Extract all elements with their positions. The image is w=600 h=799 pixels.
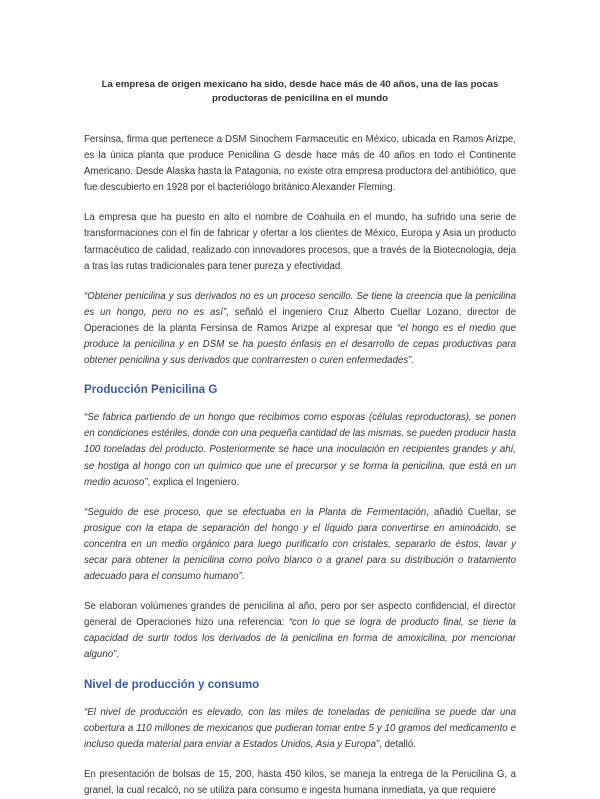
paragraph-8: En presentación de bolsas de 15, 200, hasta 450 kilos, se maneja la entrega de la Penicilina G, a granel, la cual recalcó, no se utiliza para consumo e ingesta humana inmediata, ya que requiere [84, 768, 516, 796]
quote: “con lo que se logra de producto final, se tiene la capacidad de surtir todos los derivados de la penicilina en forma de amoxicilina, por mencionar alguno” [84, 617, 516, 661]
title-line-2: productoras de penicilina en el mundo [212, 93, 388, 104]
quote: “Obtener penicilina y sus derivados no es un proceso sencillo. Se tiene la creencia que la penicilina es un hongo, pero no es así” [84, 290, 516, 318]
paragraph-3 [84, 289, 516, 369]
paragraph-end: . [411, 355, 415, 367]
paragraph-end: . [116, 649, 120, 661]
paragraph-1: Fersinsa, firma que pertenece a DSM Sinochem Farmaceutic en México, ubicada en Ramos Arizpe, es la única planta que produce Penicilina G desde hace más de 40 años en todo el Continente Americano. Desde Alaska hasta la Patagonia, no existe otra empresa productora del antibiótico, que fue descubierto en 1928 por el bacteriólogo británico Alexander Fleming. [84, 134, 516, 194]
paragraph-text: , detalló. [379, 738, 416, 750]
paragraph-5 [84, 505, 516, 585]
paragraph-text: Se elaboran volúmenes grandes de penicilina al año, pero por ser aspecto confidencial, el director general de Operaciones hizo una referencia: [84, 601, 516, 629]
quote: se prosigue con la etapa de separación del hongo y el líquido para convertirse en aminoácido, se concentra en un medio orgánico para luego purificarlo con cristales, separarlo de éstos, lavar y secar para obtener la penicilina como polvo blanco o a granel para su distribución o tratamiento adecuado para el consumo humano” [84, 506, 517, 583]
paragraph-text: , señaló el ingeniero Cruz Alberto Cuellar Lozano, director de Operaciones de la planta Fersinsa de Ramos Arizpe al expresar que [84, 306, 516, 334]
section-heading-nivel: Nivel de producción y consumo [84, 677, 260, 691]
quote: “Se fabrica partiendo de un hongo que recibimos como esporas (células reproductoras), se ponen en condiciones estériles, donde con una pequeña cantidad de las mismas, se pueden producir hasta 100 toneladas del producto. Posteriormente se hace una inoculación en recipientes grandes y ahí, se hostiga al hongo con un químico que une el precursor y se forma la penicilina, que está en un medio acuoso” [84, 412, 516, 488]
title-line-1: La empresa de origen mexicano ha sido, desde hace más de 40 años, una de las pocas [101, 79, 499, 90]
paragraph-6 [84, 599, 516, 663]
section-heading-produccion: Producción Penicilina G [84, 383, 218, 397]
paragraph-text: , explica el Ingeniero. [147, 476, 240, 488]
quote: “el hongo es el medio que produce la penicilina y en DSM se ha puesto énfasis en el desarrollo de cepas productivas para obtener penicilina y sus derivados que contrarresten o curen enfermedades” [84, 322, 516, 367]
page-title [84, 78, 516, 106]
quote: “Seguido de ese proceso, que se efectuaba en la Planta de Fermentación [84, 506, 427, 518]
paragraph-7 [84, 705, 516, 753]
paragraph-text: , añadió Cuellar, [426, 506, 506, 518]
paragraph-end: . [241, 571, 245, 583]
paragraph-2: La empresa que ha puesto en alto el nombre de Coahuila en el mundo, ha sufrido una serie de transformaciones con el fin de fabricar y ofertar a los clientes de México, Europa y Asia un producto farmacéutico de calidad, realizado con innovadores procesos, que a través de la Biotecnología, deja a tras las rutas tradicionales para tener pureza y efectividad. [84, 212, 516, 272]
quote: “El nivel de producción es elevado, con las miles de toneladas de penicilina se puede dar una cobertura a 110 millones de mexicanos que pudieran tomar entre 5 y 10 gramos del medicamento e incluso queda material para enviar a Estados Unidos, Asia y Europa” [84, 706, 516, 750]
paragraph-4 [84, 410, 516, 490]
